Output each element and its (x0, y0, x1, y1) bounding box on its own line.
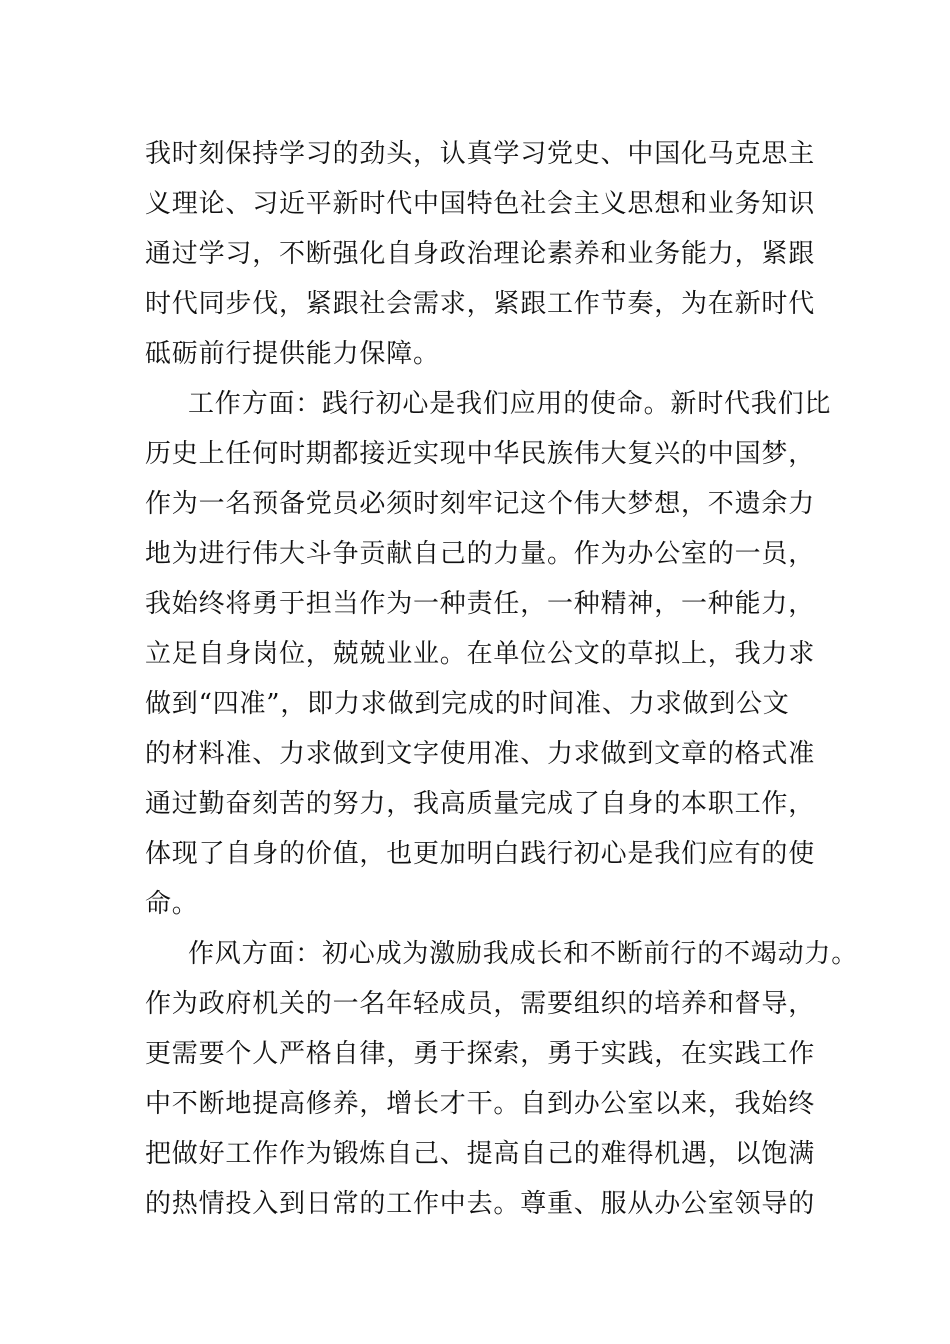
text-line: 历史上任何时期都接近实现中华民族伟大复兴的中国梦， (145, 439, 816, 469)
text-line: 作为一名预备党员必须时刻牢记这个伟大梦想，不遗余力 (145, 489, 816, 519)
text-line: 义理论、习近平新时代中国特色社会主义思想和业务知识 (145, 189, 816, 219)
paragraph-start-line: 工作方面：践行初心是我们应用的使命。新时代我们比 (188, 389, 832, 419)
text-line: 砥砺前行提供能力保障。 (145, 339, 440, 369)
text-line: 地为进行伟大斗争贡献自己的力量。作为办公室的一员， (145, 539, 816, 569)
text-line: 的热情投入到日常的工作中去。尊重、服从办公室领导的 (145, 1189, 816, 1219)
text-line: 通过勤奋刻苦的努力，我高质量完成了自身的本职工作， (145, 789, 816, 819)
text-line: 中不断地提高修养，增长才干。自到办公室以来，我始终 (145, 1089, 816, 1119)
text-line: 我始终将勇于担当作为一种责任，一种精神，一种能力， (145, 589, 816, 619)
text-line: 时代同步伐，紧跟社会需求，紧跟工作节奏，为在新时代 (145, 289, 816, 319)
text-line: 体现了自身的价值，也更加明白践行初心是我们应有的使 (145, 839, 816, 869)
text-line: 把做好工作作为锻炼自己、提高自己的难得机遇，以饱满 (145, 1139, 816, 1169)
text-line: 立足自身岗位，兢兢业业。在单位公文的草拟上，我力求 (145, 639, 816, 669)
text-line: 通过学习，不断强化自身政治理论素养和业务能力，紧跟 (145, 239, 816, 269)
text-line: 做到“四准”，即力求做到完成的时间准、力求做到公文 (145, 689, 790, 719)
text-line: 作为政府机关的一名年轻成员，需要组织的培养和督导， (145, 989, 816, 1019)
text-line: 我时刻保持学习的劲头，认真学习党史、中国化马克思主 (145, 139, 816, 169)
text-line: 命。 (145, 889, 199, 919)
paragraph-start-line: 作风方面：初心成为激励我成长和不断前行的不竭动力。 (188, 939, 859, 969)
text-line: 更需要个人严格自律，勇于探索，勇于实践，在实践工作 (145, 1039, 816, 1069)
text-line: 的材料准、力求做到文字使用准、力求做到文章的格式准 (145, 739, 816, 769)
